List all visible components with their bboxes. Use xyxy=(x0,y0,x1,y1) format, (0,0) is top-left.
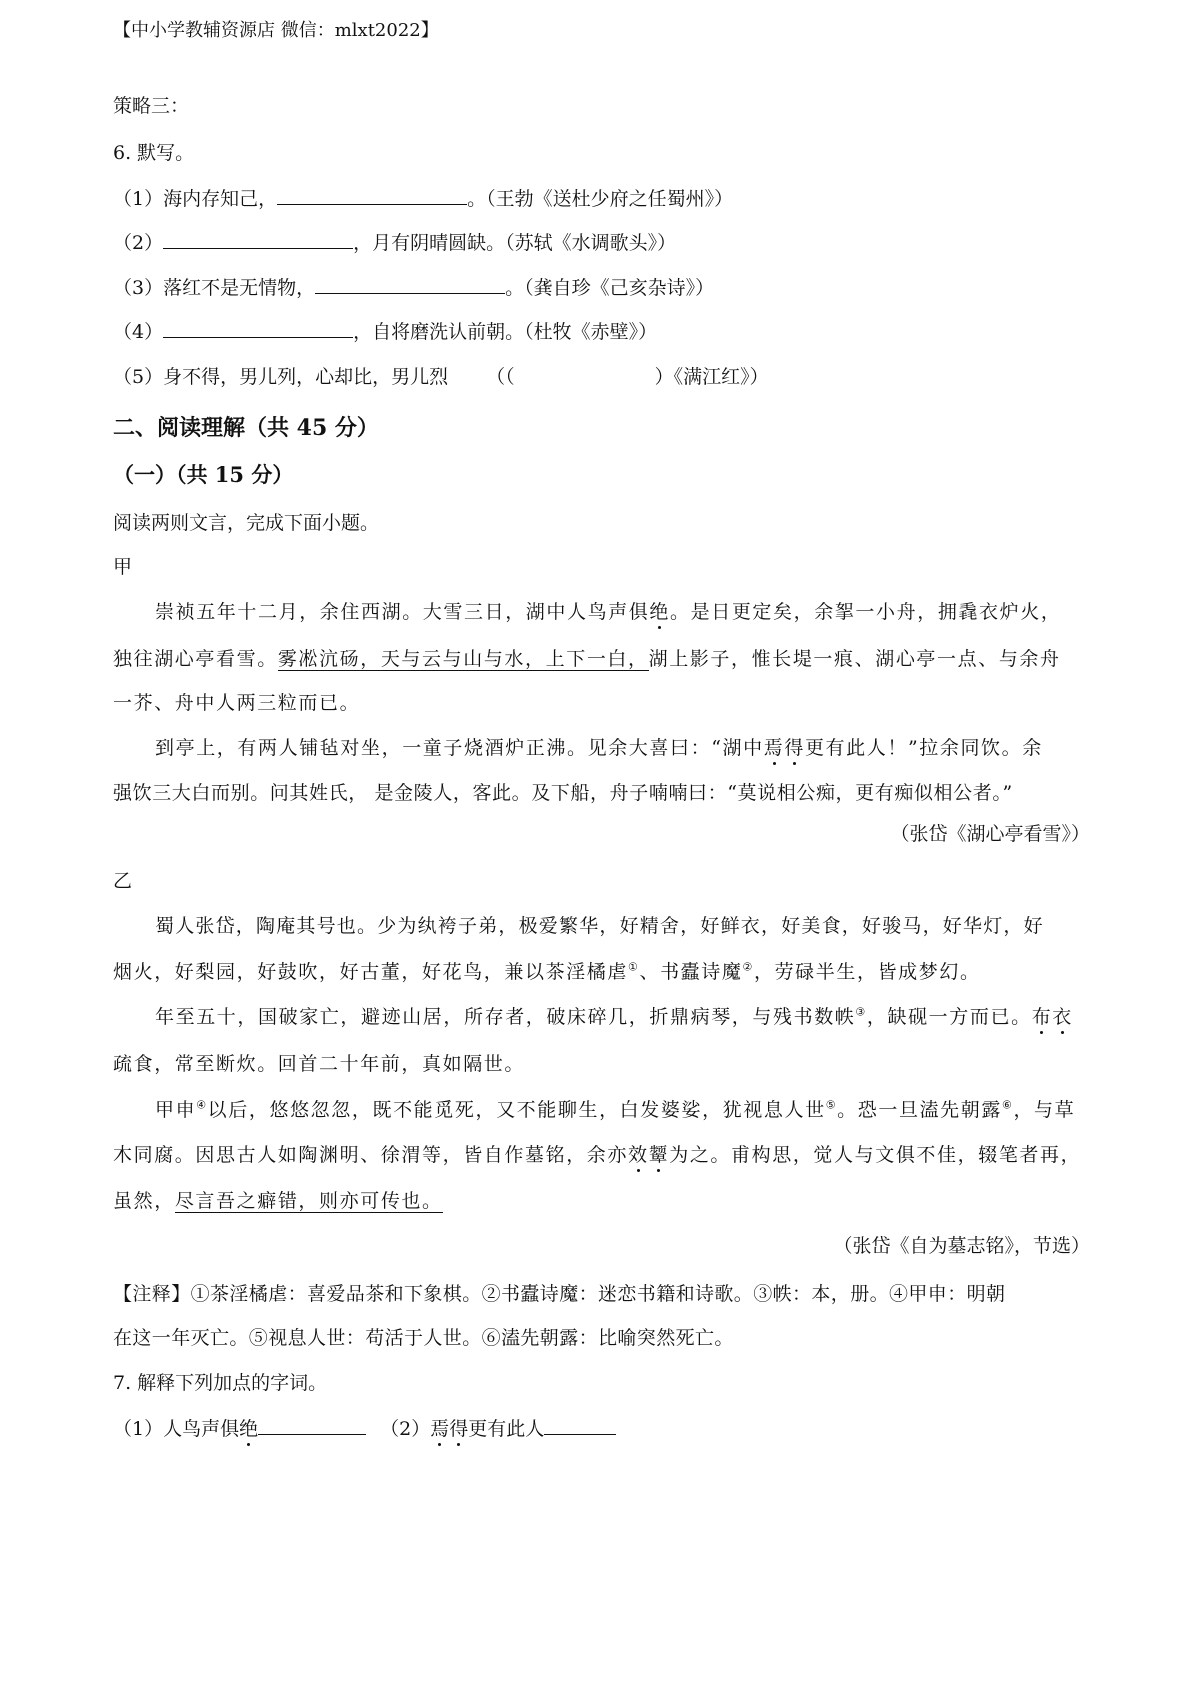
text-run: 。是日更定矣，余挐一小舟，拥毳衣炉火， xyxy=(670,601,1062,623)
text-run: 、书蠹诗魔 xyxy=(639,961,743,983)
item-source: 。（龚自珍《己亥杂诗》） xyxy=(505,277,715,299)
item-number: （2） xyxy=(113,232,164,254)
reading-instruction: 阅读两则文言，完成下面小题。 xyxy=(113,512,380,534)
answer-blank[interactable] xyxy=(544,1414,616,1435)
dotted-char: 绝 xyxy=(239,1418,259,1440)
item-number: （4） xyxy=(113,321,164,343)
answer-blank[interactable] xyxy=(163,317,353,338)
text-run: 。恐一旦溘先朝露 xyxy=(837,1099,1002,1121)
annotation-line: 在这一年灭亡。⑤视息人世：苟活于人世。⑥溘先朝露：比喻突然死亡。 xyxy=(113,1327,734,1349)
question-7-title: 7. 解释下列加点的字词。 xyxy=(113,1372,328,1394)
item-number: （1） xyxy=(113,1418,164,1440)
yi-line: 疏食，常至断炊。回首二十年前，真如隔世。 xyxy=(113,1053,526,1075)
q6-item-1 xyxy=(113,184,733,213)
footnote-marker: ④ xyxy=(196,1098,208,1112)
item-number: （5） xyxy=(113,366,164,388)
dotted-char: 衣 xyxy=(1052,1006,1073,1028)
item-source: ）《满江红》） xyxy=(654,366,769,388)
dotted-char: 颦 xyxy=(648,1144,670,1166)
question-6-title: 6. 默写。 xyxy=(113,142,195,164)
text-run: 以后，悠悠忽忽，既不能觅死，又不能聊生，白发婆娑，犹视息人世 xyxy=(207,1099,826,1121)
dotted-char: 焉 xyxy=(763,737,785,759)
item-text: 身不得，男儿列，心却比，男儿烈 xyxy=(163,366,449,388)
item-number: （1） xyxy=(113,188,164,210)
jia-line: 强饮三大白而别。问其姓氏， 是金陵人，客此。及下船，舟子喃喃曰：“莫说相公痴，更有痴似相公者。” xyxy=(113,782,1013,804)
passage-label-jia: 甲 xyxy=(113,556,133,578)
footnote-marker: ③ xyxy=(855,1005,867,1019)
text-run: 年至五十，国破家亡，避迹山居，所存者，破床碎几，折鼎病琴，与残书数帙 xyxy=(155,1006,856,1028)
page-header: 【中小学教辅资源店 微信：mlxt2022】 xyxy=(113,20,439,41)
footnote-marker: ⑤ xyxy=(825,1098,838,1112)
section-title: 二、阅读理解（共 45 分） xyxy=(113,415,379,441)
yi-line xyxy=(113,1187,443,1215)
jia-line xyxy=(155,734,1043,762)
paren-open: （（ xyxy=(486,366,515,388)
yi-line xyxy=(155,1096,1075,1124)
answer-blank[interactable] xyxy=(277,184,467,205)
dotted-char: 得 xyxy=(449,1418,469,1440)
text-run: 虽然， xyxy=(113,1190,175,1212)
text-run: 烟火，好梨园，好鼓吹，好古董，好花鸟，兼以茶淫橘虐 xyxy=(113,961,629,983)
item-text: 海内存知己， xyxy=(163,188,278,210)
jia-line: 一芥、舟中人两三粒而已。 xyxy=(113,692,361,714)
jia-line xyxy=(113,645,1061,673)
jia-source: （张岱《湖心亭看雪》） xyxy=(890,823,1090,845)
item-text: 更有此人 xyxy=(468,1418,545,1440)
text-run: 崇祯五年十二月，余住西湖。大雪三日，湖中人鸟声俱 xyxy=(155,601,650,623)
passage-label-yi: 乙 xyxy=(113,870,133,892)
text-run: 到亭上，有两人铺毡对坐，一童子烧酒炉正沸。见余大喜曰：“湖中 xyxy=(155,737,764,759)
item-text: 落红不是无情物， xyxy=(163,277,316,299)
subsection-title: （一）（共 15 分） xyxy=(113,462,294,487)
text-run: 甲申 xyxy=(155,1099,197,1121)
text-run: 更有此人！”拉余同饮。余 xyxy=(804,737,1043,759)
item-source: ，月有阴晴圆缺。（苏轼《水调歌头》） xyxy=(353,232,677,254)
text-run: 为之。甫构思，觉人与文俱不佳，辍笔者再， xyxy=(669,1144,1082,1166)
q6-item-4 xyxy=(113,317,657,346)
footnote-marker: ⑥ xyxy=(1001,1098,1014,1112)
dotted-char: 效 xyxy=(628,1144,649,1166)
yi-line xyxy=(113,1141,1081,1169)
yi-line: 蜀人张岱，陶庵其号也。少为纨袴子弟，极爱繁华，好精舍，好鲜衣，好美食，好骏马，好华灯，好 xyxy=(155,915,1044,937)
q6-item-3 xyxy=(113,273,714,302)
answer-blank[interactable] xyxy=(258,1414,366,1435)
text-run: 独往湖心亭看雪。 xyxy=(113,648,278,670)
answer-blank[interactable] xyxy=(315,273,505,294)
jia-line xyxy=(155,598,1061,626)
item-number: （2） xyxy=(380,1418,431,1440)
dotted-char: 布 xyxy=(1031,1006,1053,1028)
item-source: ，自将磨洗认前朝。（杜牧《赤壁》） xyxy=(353,321,658,343)
yi-source: （张岱《自为墓志铭》，节选） xyxy=(833,1235,1090,1257)
yi-line xyxy=(155,1003,1073,1031)
footnote-marker: ① xyxy=(628,960,640,974)
strategy-label: 策略三： xyxy=(113,95,190,117)
dotted-char: 得 xyxy=(784,737,805,759)
answer-blank[interactable] xyxy=(163,228,353,249)
text-run: 湖上影子，惟长堤一痕、湖心亭一点、与余舟 xyxy=(648,648,1061,670)
q6-item-2 xyxy=(113,228,676,257)
item-number: （3） xyxy=(113,277,164,299)
text-run: ，与草 xyxy=(1013,1099,1076,1121)
underlined-sentence: 雾凇沆砀，天与云与山与水，上下一白， xyxy=(277,648,649,670)
dotted-char: 绝 xyxy=(649,601,671,623)
q6-item-5 xyxy=(113,363,769,391)
yi-line xyxy=(113,958,981,986)
q7-items xyxy=(113,1414,616,1443)
underlined-sentence: 尽言吾之癖错，则亦可传也。 xyxy=(174,1190,443,1212)
text-run: 木同腐。因思古人如陶渊明、徐渭等，皆自作墓铭，余亦 xyxy=(113,1144,629,1166)
text-run: ，缺砚一方而已。 xyxy=(866,1006,1032,1028)
footnote-marker: ② xyxy=(742,960,754,974)
annotation-line: 【注释】①茶淫橘虐：喜爱品茶和下象棋。②书蠹诗魔：迷恋书籍和诗歌。③帙：本，册。④甲申：明朝 xyxy=(113,1283,1006,1305)
text-run: ，劳碌半生，皆成梦幻。 xyxy=(753,961,981,983)
dotted-char: 焉 xyxy=(430,1418,450,1440)
item-source: 。（王勃《送杜少府之任蜀州》） xyxy=(467,188,734,210)
item-text: 人鸟声俱 xyxy=(163,1418,240,1440)
